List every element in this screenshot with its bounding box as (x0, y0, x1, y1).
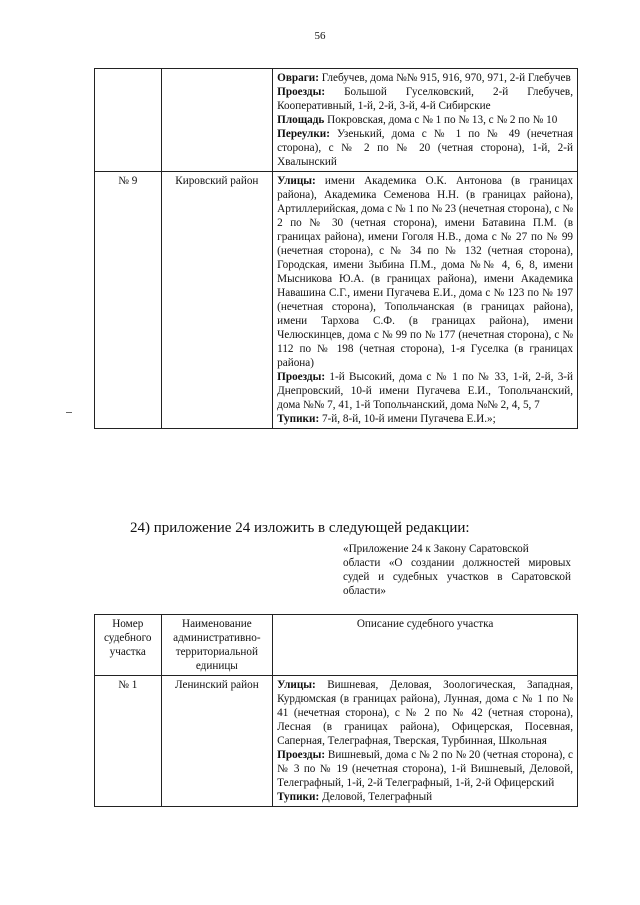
amendment-heading: 24) приложение 24 изложить в следующей редакции: (130, 520, 470, 536)
district-name (161, 69, 273, 172)
description-paragraph (277, 412, 573, 426)
districts-table-continued (94, 68, 578, 429)
description-label: Площадь (277, 114, 325, 126)
district-name: Ленинский район (161, 676, 273, 807)
description-label: Тупики: (277, 413, 320, 425)
description-paragraph (277, 370, 573, 412)
section-description (273, 69, 578, 172)
description-text: Вишневая, Деловая, Зоологическая, Западная, Курдюмская (в границах района), Лунная, дома с № 1 по № 41 (нечетная сторона), с № 2 по № 42 (четная сторона), Лесная (в границах района), Офицерская, Посевная, Саперная, Телеграфная, Тверская, Турбинная, Школьная (277, 679, 573, 747)
description-paragraph (277, 127, 573, 169)
appendix-reference (343, 542, 571, 598)
table-row (95, 676, 578, 807)
description-paragraph (277, 678, 573, 748)
page-number: 56 (314, 30, 326, 42)
table-header-row (95, 615, 578, 676)
description-paragraph (277, 790, 573, 804)
description-label: Проезды: (277, 371, 326, 383)
section-number: № 1 (95, 676, 162, 807)
description-text: Деловой, Телеграфный (319, 791, 433, 803)
section-number: № 9 (95, 172, 162, 429)
description-text: Глебучев, дома №№ 915, 916, 970, 971, 2-й Глебучев (318, 72, 571, 84)
section-number (95, 69, 162, 172)
description-label: Улицы: (277, 679, 316, 691)
description-label: Проезды: (277, 86, 326, 98)
description-text: Вишневый, дома с № 2 по № 20 (четная сторона), с № 3 по № 19 (нечетная сторона), 1-й Вишневый, Деловой, Телеграфный, 1-й, 2-й Телеграфный, 1-й, 2-й Офицерский (277, 749, 573, 789)
district-name: Кировский район (161, 172, 273, 429)
table-row (95, 172, 578, 429)
description-text: 7-й, 8-й, 10-й имени Пугачева Е.И.»; (319, 413, 496, 425)
description-label: Овраги: (277, 72, 319, 84)
description-paragraph (277, 748, 573, 790)
description-paragraph (277, 174, 573, 370)
section-description (273, 172, 578, 429)
header-admin-unit: Наименование административно-территориальной единицы (161, 615, 273, 676)
description-text: Большой Гуселковский, 2-й Глебучев, Кооперативный, 1-й, 2-й, 3-й, 4-й Сибирские (277, 86, 573, 112)
description-text: Узенький, дома с № 1 по № 49 (нечетная сторона), с № 2 по № 20 (четная сторона), 1-й, 2-й Хвалынский (277, 128, 573, 168)
header-section-number: Номер судебного участка (95, 615, 162, 676)
description-text: Покровская, дома с № 1 по № 13, с № 2 по № 10 (324, 114, 558, 126)
description-label: Тупики: (277, 791, 320, 803)
description-paragraph (277, 113, 573, 127)
section-description (273, 676, 578, 807)
description-text: имени Академика О.К. Антонова (в границах района), Академика Семенова Н.Н. (в границах района), Артиллерийская, дома с № 1 по № 23 (нечетная сторона), с № 2 по № 30 (четная сторона), имени Батавина П.М. (в границах района), имени Гоголя Н.В., дома с № 27 по № 99 (нечетная сторона), с № 34 по № 132 (четная сторона), Городская, имени Зыбина П.М., дома №№ 4, 6, 8, имени Мысникова Ю.А. (в границах района), имени Академика Навашина С.Г., имени Пугачева Е.И., дома с № 123 по № 197 (нечетная сторона), Топольчанская (в границах района), имени Тархова С.Ф. (в границах района), имени Челюскинцев, дома с № 99 по № 177 (нечетная сторона), с № 112 по № 198 (четная сторона), 1-я Гуселка (в границах района) (277, 175, 573, 369)
description-label: Проезды: (277, 749, 326, 761)
appendix-reference-line: «Приложение 24 к Закону Саратовской (343, 543, 529, 555)
appendix-24-table (94, 614, 578, 807)
header-description: Описание судебного участка (273, 615, 578, 676)
description-text: 1-й Высокий, дома с № 1 по № 33, 1-й, 2-й, 3-й Днепровский, 10-й имени Пугачева Е.И., Топольчанский, дома №№ 7, 41, 1-й Топольчанский, дома №№ 2, 4, 5, 7 (277, 371, 573, 411)
table-row (95, 69, 578, 172)
description-label: Улицы: (277, 175, 316, 187)
description-label: Переулки: (277, 128, 330, 140)
description-paragraph (277, 71, 573, 85)
appendix-reference-line: области «О создании должностей мировых судей и судебных участков в Саратовской области» (343, 557, 571, 597)
description-paragraph (277, 85, 573, 113)
margin-mark (66, 412, 72, 413)
